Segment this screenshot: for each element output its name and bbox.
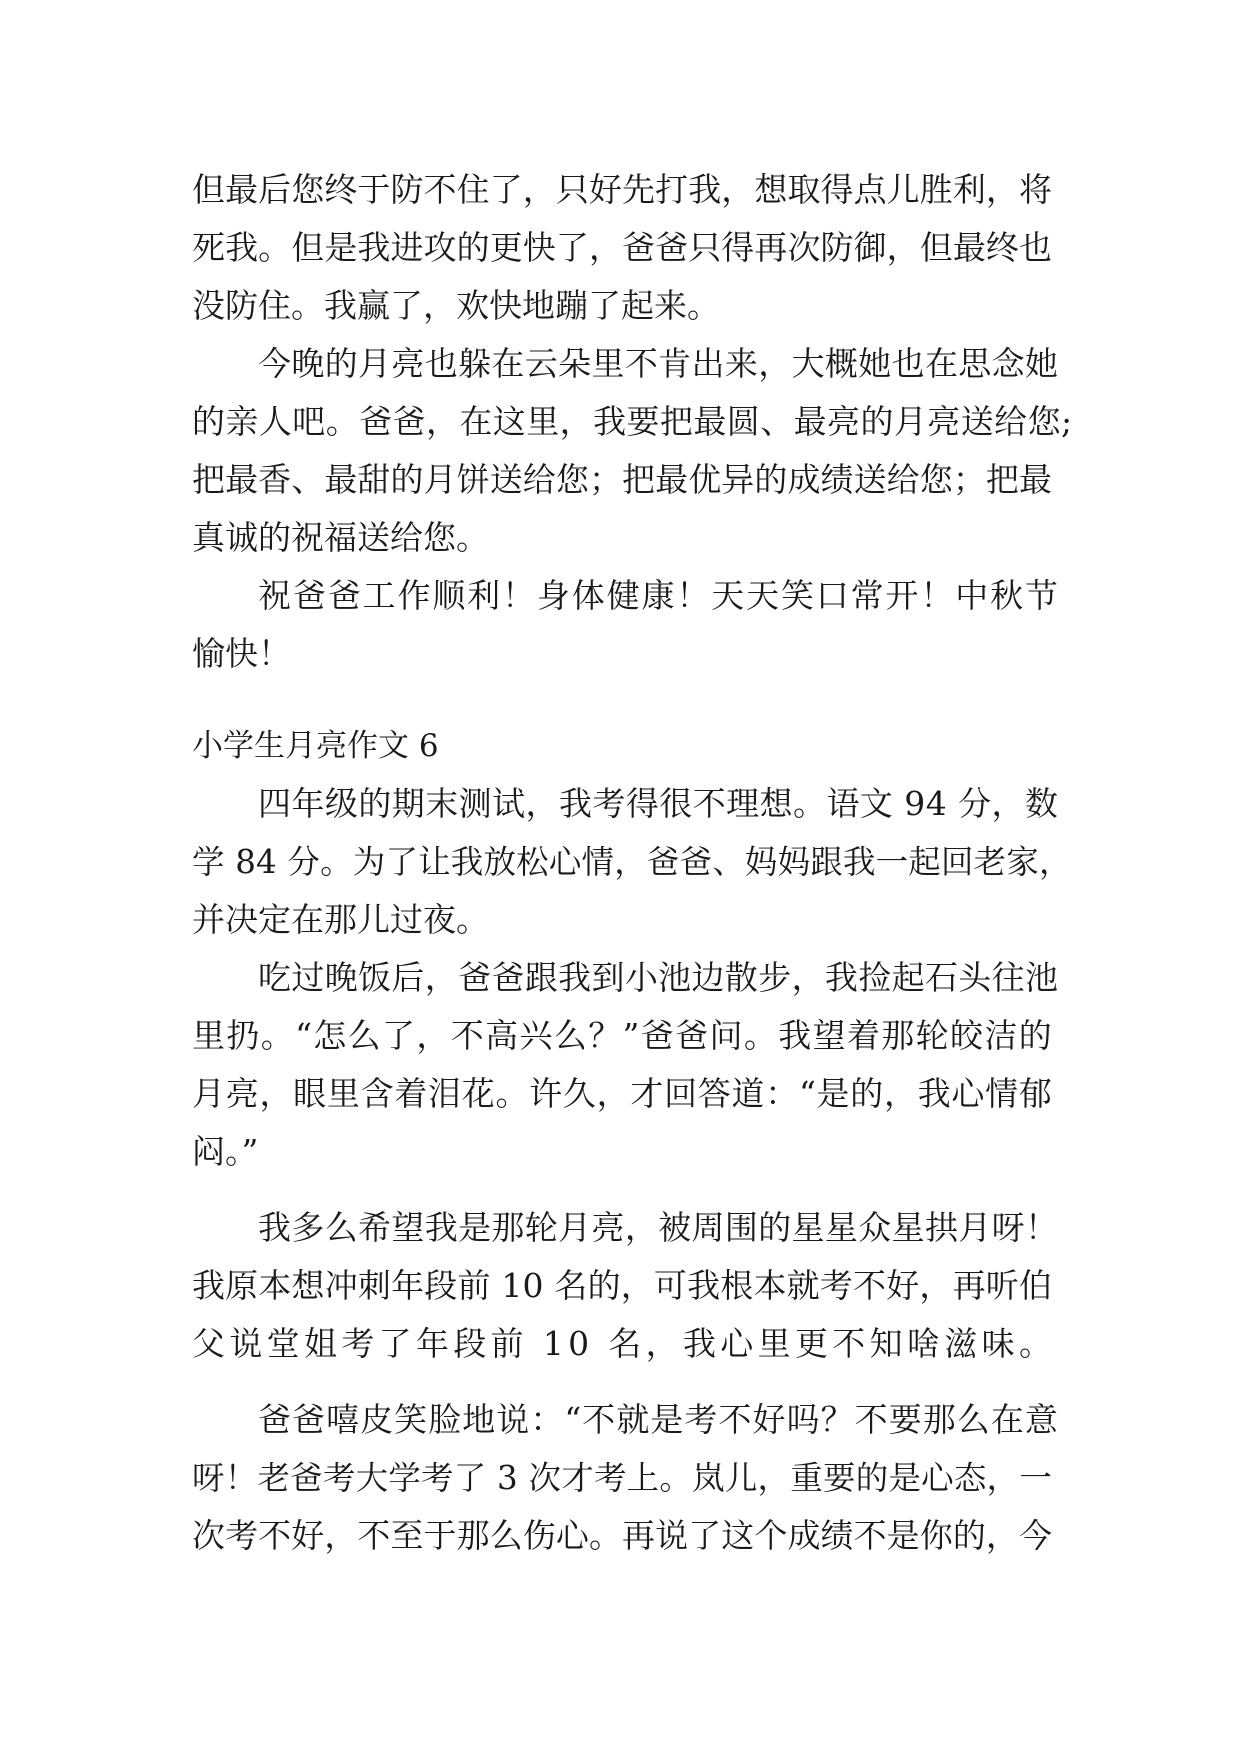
text-line: 月亮，眼里含着泪花。许久，才回答道：“是的，我心情郁 bbox=[192, 1074, 1053, 1113]
text-line: 呀！老爸考大学考了 3 次才考上。岚儿，重要的是心态，一 bbox=[192, 1459, 1053, 1497]
text-line: 里扔。“怎么了，不高兴么？”爸爸问。我望着那轮皎洁的 bbox=[192, 1016, 1054, 1055]
text-line: 次考不好，不至于那么伤心。再说了这个成绩不是你的，今 bbox=[192, 1516, 1053, 1555]
text-line: 真诚的祝福送给您。 bbox=[192, 518, 489, 557]
text-line: 学 84 分。为了让我放松心情，爸爸、妈妈跟我一起回老家， bbox=[192, 843, 1072, 881]
text-line: 并决定在那儿过夜。 bbox=[192, 900, 489, 939]
text-line: 没防住。我赢了，欢快地蹦了起来。 bbox=[192, 286, 720, 325]
text-line: 爸爸嘻皮笑脸地说：“不就是考不好吗？不要那么在意 bbox=[258, 1400, 1059, 1439]
text-line: 死我。但是我进攻的更快了，爸爸只得再次防御，但最终也 bbox=[192, 228, 1053, 267]
text-line: 我多么希望我是那轮月亮，被周围的星星众星拱月呀！ bbox=[258, 1208, 1059, 1247]
text-line: 父说堂姐考了年段前 10 名，我心里更不知啥滋味。 bbox=[192, 1324, 1057, 1363]
text-line: 今晚的月亮也躲在云朵里不肯出来，大概她也在思念她 bbox=[258, 344, 1059, 383]
text-line: 把最香、最甜的月饼送给您；把最优异的成绩送给您；把最 bbox=[192, 460, 1053, 499]
text-line: 吃过晚饭后，爸爸跟我到小池边散步，我捡起石头往池 bbox=[258, 958, 1059, 997]
text-line: 但最后您终于防不住了，只好先打我，想取得点儿胜利，将 bbox=[192, 170, 1053, 209]
section-heading: 小学生月亮作文 6 bbox=[192, 728, 439, 764]
text-line: 愉快！ bbox=[192, 634, 291, 673]
text-line: 闷。” bbox=[192, 1132, 259, 1171]
text-line: 四年级的期末测试，我考得很不理想。语文 94 分，数 bbox=[258, 784, 1059, 823]
text-line: 的亲人吧。爸爸，在这里，我要把最圆、最亮的月亮送给您; bbox=[192, 402, 1073, 441]
text-line: 我原本想冲刺年段前 10 名的，可我根本就考不好，再听伯 bbox=[192, 1266, 1053, 1305]
text-line: 祝爸爸工作顺利！身体健康！天天笑口常开！中秋节 bbox=[258, 576, 1060, 615]
